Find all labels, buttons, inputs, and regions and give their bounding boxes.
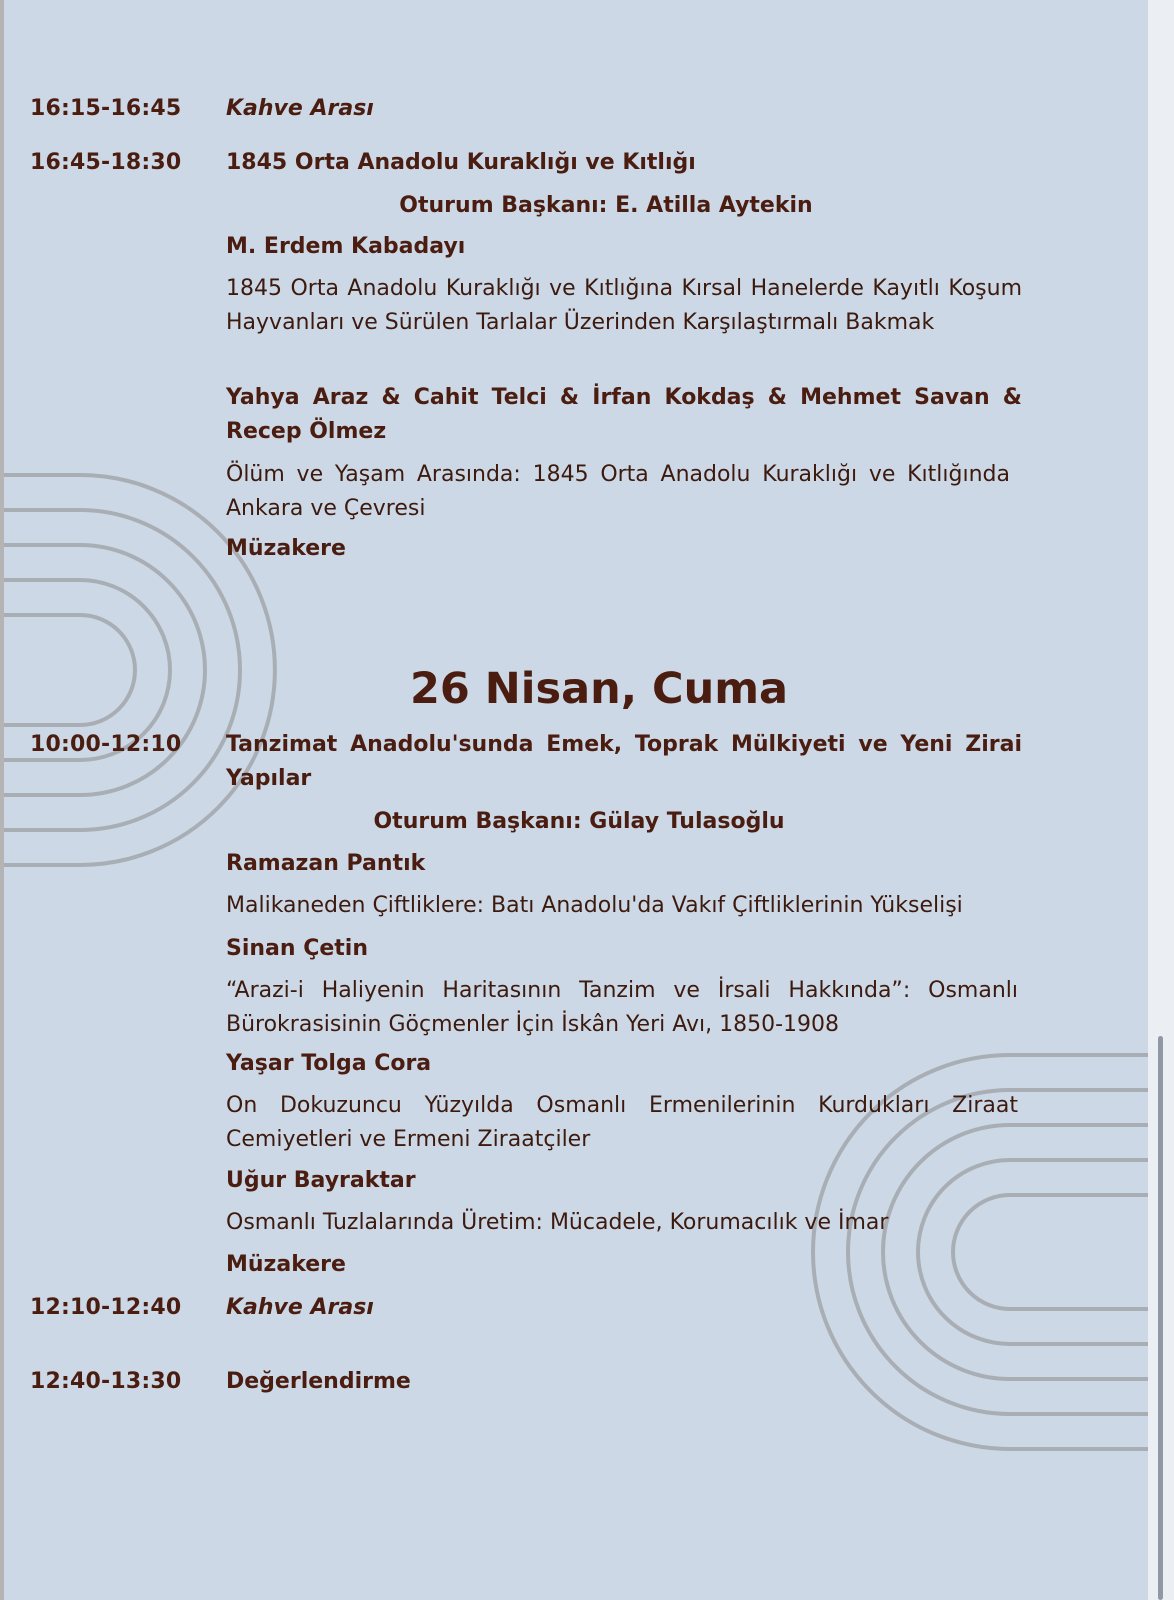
session-2-title: Tanzimat Anadolu'sunda Emek, Toprak Mülkiyeti ve Yeni Zirai Yapılar [226,732,1022,791]
speaker-name: M. Erdem Kabadayı [226,234,466,259]
left-arc-5 [4,615,135,725]
time-session-2: 10:00-12:10 [30,732,182,757]
time-coffee-break-1: 16:15-16:45 [30,96,182,121]
discussion-label: Müzakere [226,1252,346,1277]
time-evaluation: 12:40-13:30 [30,1369,182,1394]
talk-title: Malikaneden Çiftliklere: Batı Anadolu'da Vakıf Çiftliklerinin Yükselişi [226,893,963,918]
session-1-chair: Oturum Başkanı: E. Atilla Aytekin [399,193,813,218]
right-arc-3 [883,1125,1148,1379]
time-session-1: 16:45-18:30 [30,150,182,175]
day-heading: 26 Nisan, Cuma [409,664,789,714]
talk-title: Ölüm ve Yaşam Arasında: 1845 Orta Anadolu Kuraklığı ve Kıtlığında Ankara ve Çevresi [226,462,1010,521]
session-2-chair: Oturum Başkanı: Gülay Tulasoğlu [373,809,785,834]
speaker-name: Uğur Bayraktar [226,1168,416,1193]
speaker-name: Yaşar Tolga Cora [226,1051,432,1076]
discussion-label: Müzakere [226,536,346,561]
session-1-title: 1845 Orta Anadolu Kuraklığı ve Kıtlığı [226,150,696,175]
coffee-break-1-label: Kahve Arası [226,96,374,121]
talk-title: 1845 Orta Anadolu Kuraklığı ve Kıtlığına Kırsal Hanelerde Kayıtlı Koşum Hayvanları ve Sürülen Tarlalar Üzerinden Karşılaştırmalı Bakmak [226,276,1022,335]
speaker-name: Sinan Çetin [226,936,369,961]
talk-title: “Arazi-i Haliyenin Haritasının Tanzim ve İrsali Hakkında”: Osmanlı Bürokrasisinin Göçmenler İçin İskân Yeri Avı, 1850-1908 [226,978,1018,1037]
coffee-break-2-label: Kahve Arası [226,1295,374,1320]
talk-title: On Dokuzuncu Yüzyılda Osmanlı Ermenilerinin Kurdukları Ziraat Cemiyetleri ve Ermeni Ziraatçiler [226,1093,1018,1152]
time-coffee-break-2: 12:10-12:40 [30,1295,182,1320]
speaker-name: Yahya Araz & Cahit Telci & İrfan Kokdaş & Mehmet Savan & Recep Ölmez [226,385,1022,444]
speaker-name: Ramazan Pantık [226,851,426,876]
talk-title: Osmanlı Tuzlalarında Üretim: Mücadele, Korumacılık ve İmar [226,1210,889,1235]
evaluation-label: Değerlendirme [226,1369,411,1394]
